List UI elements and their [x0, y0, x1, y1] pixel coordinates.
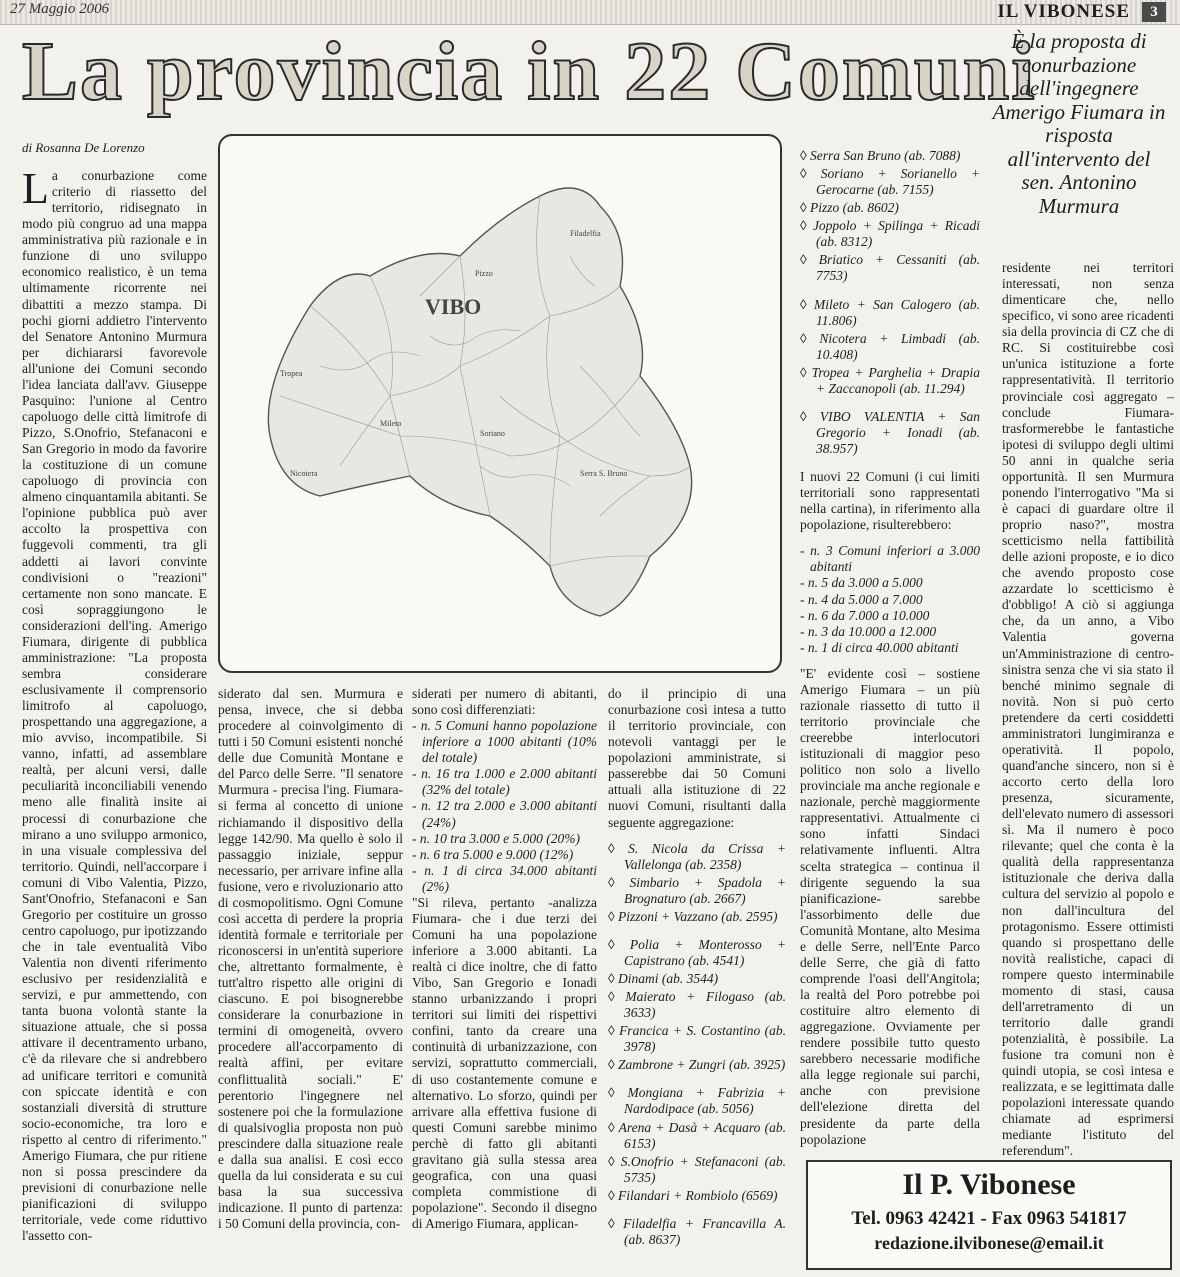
municipalities-list-d [608, 1216, 786, 1248]
list-item: ◊ S. Nicola da Crissa + Vallelonga (ab. 2358) [608, 840, 786, 872]
list-item: ◊ Francica + S. Costantino (ab. 3978) [608, 1023, 786, 1055]
municipalities-list-b [608, 937, 786, 1074]
page-number: 3 [1142, 2, 1166, 22]
publication-name: Il P. Vibonese [902, 1168, 1076, 1201]
list-item: ◊ Pizzoni + Vazzano (ab. 2595) [608, 908, 778, 924]
masthead: IL VIBONESE [997, 1, 1130, 22]
map-label-vibo: VIBO [425, 294, 482, 319]
article-column-6 [1002, 260, 1174, 1160]
list-item: ◊ Simbario + Spadola + Brognaturo (ab. 2667) [608, 874, 786, 906]
list-item: ◊ Zambrone + Zungri (ab. 3925) [608, 1057, 786, 1073]
list-item: ◊ Tropea + Parghelia + Drapia + Zaccanopoli (ab. 11.294) [800, 364, 980, 396]
subheadline: È la proposta di conurbazione dell'ingegnere Amerigo Fiumara in risposta all'intervento del sen. Antonino Murmura [992, 29, 1166, 218]
new-municipalities-ranges-list [800, 543, 980, 655]
column-5-text-1: I nuovi 22 Comuni (i cui limiti territoriali sono rappresentati nella cartina), in riferimento alla popolazione, risulterebbero: [800, 469, 980, 533]
map-label-tropea: Tropea [280, 369, 303, 378]
column-1-text: a conurbazione come criterio di riassetto del territorio, ridisegnato in modo più congruo ad una mappa amministrativa più razionale e in funzione di uno sviluppo economico realistico, è un tema ultimamente ricorrente nei dibattiti a mezzo stampa. Di pochi giorni addietro l'intervento del Senatore Antonino Murmura per dichiararsi favorevole all'unione dei Comuni secondo l'idea lanciata dall'avv. Giuseppe Pasquino: l'unione al Centro capoluogo delle città limitrofe di Pizzo, S.Onofrio, Stefanaconi e San Gregorio in modo da favorire la costituzione di un comune capoluogo di provincia con almeno cinquantamila abitanti. Se l'opinione pubblica può aver accolto la prospettiva con fuggevoli commenti, tra gli addetti ai lavori convinte condivisioni o "reazioni" certamente non sono mancate. E così sopraggiungono le considerazioni dell'ing. Amerigo Fiumara, dirigente di pubblica amministrazione: "La proposta sembra considerare esclusivamente il comprensorio limitrofo al capoluogo, prospettando una aggregazione, a mio avviso, incompatibile. Si vanno, infatti, ad assemblare realtà, per alcuni versi, dalle peculiarità inconciliabili venendo meno alle finalità insite ai processi di conurbazione che mirano a uno sviluppo armonico, in una visuale complessiva del territorio. Quindi, nell'accorpare i comuni di Vibo Valentia, Pizzo, Sant'Onofrio, Stefanaconi e San Gregorio per costituire un grosso centro capoluogo, pur ipotizzando che in tale eventualità Vibo Valentia non diventi riferimento esclusivo per residenzialità e servizi, e pur ammettendo, con tanta buona volontà stante la situazione attuale, che si possa attivare il decentramento urbano, c'è da rilevare che si andrebbero ad unificare territori e comunità con spiccate identità e con sostanziali diversità di strutture socio-economiche, tra loro e rispetto al centro di riferimento." Amerigo Fiumara, che pur ritiene non si possa prescindere da previsioni di conurbazione nelle pianificazioni di sviluppo territoriale, vede come riduttivo l'assetto con- [22, 168, 207, 1244]
article-column-4 [608, 686, 786, 1271]
list-item: ◊ Dinami (ab. 3544) [608, 971, 719, 986]
headline: La provincia in 22 Comuni [22, 25, 1037, 118]
list-item: ◊ Briatico + Cessaniti (ab. 7753) [800, 252, 980, 284]
municipalities-list-c [608, 1085, 786, 1203]
list-item: ◊ Serra San Bruno (ab. 7088) [800, 148, 961, 163]
list-item: ◊ Arena + Dasà + Acquaro (ab. 6153) [608, 1119, 786, 1151]
map-graphic [220, 136, 776, 667]
map-label-soriano: Soriano [480, 429, 505, 438]
list-item: ◊ VIBO VALENTIA + San Gregorio + Ionadi (ab. 38.957) [800, 408, 980, 456]
list-item: - n. 3 da 10.000 a 12.000 [800, 623, 937, 639]
list-item: ◊ Joppolo + Spilinga + Ricadi (ab. 8312) [800, 218, 980, 250]
municipalities-list-a [608, 841, 786, 925]
column-6-text: residente nei territori interessati, non senza dimenticare che, nello specifico, vi sono aree ricadenti sia della provincia di CZ che di RC. Si costituirebbe così un'unica istituzione a forte rappresentatività. Il territorio provinciale così aggregato – conclude Fiumara- trasformerebbe le fantastiche ipotesi di sviluppo degli ultimi 50 anni in qualche seria opportunità. Il sen Murmura ponendo l'interrogativo "Ma si è capaci di guardare oltre il proprio naso?", mostra scetticismo nella fattibilità delle azioni proposte, e io dico che avendo proposto cose azzardate lo scetticismo è d'obbligo! A ciò si aggiunga che, da un anno, a Vibo Valentia governa un'Amministrazione di centro-sinistra senza che vi sia stato il benché minimo segnale di novità. Non si può certo pretendere da certi cosiddetti amministratori lungimiranza e operatività. Il popolo, quand'anche sincero, non si è accorto certo della loro presenza, sicuramente, dell'elevato numero di assessori sì. Ma il numero è poco rilevante; quel che conta è la qualità della rappresentanza istituzionale che deriva dalla cultura del servizio al popolo e non dall'incultura del protagonismo. Essere ottimisti quando si prospettano delle novità realistiche, capaci di rompere questo interminabile momento di stasi, causa dell'arretramento di un territorio dalle grandi potenzialità, è possibile. La fusione tra comuni non è quindi utopia, se così intesa e realizzata, e se legittimata dalle popolazioni interessate quando chiamate ad esprimersi mediante l'istituto del referendum". [1002, 260, 1174, 1159]
phone-fax: Tel. 0963 42421 - Fax 0963 541817 [851, 1208, 1127, 1229]
list-item: ◊ Mileto + San Calogero (ab. 11.806) [800, 296, 980, 328]
list-item: - n. 1 di circa 34.000 abitanti (2%) [412, 862, 597, 894]
map-label-filadelfia: Filadelfia [570, 229, 601, 238]
list-item: - n. 6 da 7.000 a 10.000 [800, 607, 930, 623]
list-item: - n. 3 Comuni inferiori a 3.000 abitanti [800, 543, 980, 575]
map-label-pizzo: Pizzo [475, 269, 493, 278]
list-item: - n. 16 tra 1.000 e 2.000 abitanti (32% del totale) [412, 766, 597, 798]
list-item: ◊ Mongiana + Fabrizia + Nardodipace (ab. 5056) [608, 1085, 786, 1117]
column-5-text-2: "E' evidente così – sostiene Amerigo Fiumara – un più razionale riassetto di tutto il territorio provinciale che creerebbe interlocutori istituzionali di maggior peso politico non solo a livello provinciale ma anche regionale e nazionale, perchè maggiormente rappresentativi. Attualmente ci sono infatti Sindaci relativamente influenti. Altra scelta strategica – continua il dirigente seguendo la sua pianificazione- sarebbe l'assorbimento delle due Comunità Montane, alto Mesima e delle Serre, nell'Ente Parco delle Serre, che già di fatto comprende l'oasi dell'Angitola; la realtà del Poro potrebbe poi costituire altro elemento di aggregazione. Ovviamente per rendere possibile tutto questo sarebbero necessarie modifiche alla legge regionale sui parchi, anche con previsione dell'elezione diretta del presidente da parte della popolazione [800, 665, 980, 1147]
municipalities-list-f [800, 297, 980, 397]
map-label-mileto: Mileto [380, 419, 402, 428]
issue-date: 27 Maggio 2006 [10, 1, 110, 17]
map-label-serra: Serra S. Bruno [580, 469, 628, 478]
list-item: - n. 12 tra 2.000 e 3.000 abitanti (24%) [412, 798, 597, 830]
list-item: ◊ Soriano + Sorianello + Gerocarne (ab. 7155) [800, 166, 980, 198]
column-3-text: "Si rileva, pertanto -analizza Fiumara- che i due terzi dei Comuni ha una popolazione inferiore a 3.000 abitanti. La realtà ci dice inoltre, che di fatto Vibo, San Gregorio e Ionadi stanno urbanizzando i propri territori sui limiti dei rispettivi confini, tanto da creare una continuità di urbanizzazione, con servizi, soprattutto commerciali, di uso costantemente comune e alternativo. Lo sforzo, quindi per arrivare alla effettiva fusione di questi Comuni sarebbe minimo perchè di fatto gli abitanti gravitano già sulla stessa area geografica, con una quasi completa commistione di popolazione". Secondo il disegno di Amerigo Fiumara, applican- [412, 894, 597, 1232]
byline: di Rosanna De Lorenzo [22, 140, 145, 155]
map-borders [268, 188, 691, 616]
list-item: ◊ Maierato + Filogaso (ab. 3633) [608, 989, 786, 1021]
list-item: ◊ Filadelfia + Francavilla A. (ab. 8637) [608, 1215, 786, 1247]
list-item: - n. 5 Comuni hanno popolazione inferiore a 1000 abitanti (10% del totale) [412, 718, 597, 766]
list-item: - n. 6 tra 5.000 e 9.000 (12%) [412, 846, 574, 862]
list-item: ◊ Pizzo (ab. 8602) [800, 200, 899, 216]
article-column-5 [800, 148, 980, 1273]
list-item: ◊ Filandari + Rombiolo (6569) [608, 1187, 778, 1203]
list-item: - n. 5 da 3.000 a 5.000 [800, 575, 923, 591]
list-item: - n. 10 tra 3.000 e 5.000 (20%) [412, 830, 580, 846]
map-label-nicotera: Nicotera [290, 469, 318, 478]
column-2-text: siderato dal sen. Murmura e pensa, invece, che si debba procedere al coinvolgimento di tutti i 50 Comuni esistenti nonché delle due Comunità Montane e del Parco delle Serre. "Il senatore Murmura - precisa l'ing. Fiumara- si ferma al concetto di unione richiamando il dispositivo della legge 142/90. Ma quello è solo il passaggio iniziale, seppur necessario, per arrivare infine alla fusione, vero e rivoluzionario atto di cosmopolitismo. Ogni Comune così accetta di perdere la propria identità formale e territoriale per riconoscersi in un'entità superiore che, altrettanto formalmente, è tutt'altro rispetto alle origini di ciascuno. E poi bisognerebbe considerare la conurbazione in termini di omogeneità, ovvero procedere all'accorpamento di realtà affini, per evitare conflittualità sociali." E' perentorio l'ingegnere nel sostenere poi che la formulazione di qualsivoglia proposta non può prescindere dalla situazione reale e dalla sua analisi. E così ecco quella da lui considerata e su cui basa la sua successiva indicazione. Il punto di partenza: i 50 Comuni della provincia, con- [218, 686, 403, 1232]
province-map [218, 134, 782, 673]
population-ranges-list [412, 718, 597, 895]
drop-cap: L [22, 168, 49, 213]
municipalities-list-g [800, 409, 980, 457]
list-item: ◊ Polia + Monterosso + Capistrano (ab. 4541) [608, 936, 786, 968]
email-address: redazione.ilvibonese@email.it [874, 1233, 1104, 1253]
list-item: - n. 4 da 5.000 a 7.000 [800, 591, 923, 607]
list-item: ◊ S.Onofrio + Stefanaconi (ab. 5735) [608, 1153, 786, 1185]
article-column-1 [22, 168, 207, 1273]
article-column-2 [218, 686, 403, 1271]
column-4-intro: do il principio di una conurbazione così intesa a tutto il territorio provinciale, con notevoli vantaggi per le popolazioni amministrate, si passerebbe dai 50 Comuni attuali alla istituzione di 22 nuovi Comuni, risultanti dalla seguente aggregazione: [608, 686, 786, 830]
municipalities-list-e [800, 148, 980, 285]
contact-box [806, 1160, 1172, 1270]
list-item: ◊ Nicotera + Limbadi (ab. 10.408) [800, 330, 980, 362]
list-item: - n. 1 di circa 40.000 abitanti [800, 639, 959, 655]
article-column-3 [412, 686, 597, 1271]
column-3-intro: siderati per numero di abitanti, sono così differenziati: [412, 686, 597, 718]
